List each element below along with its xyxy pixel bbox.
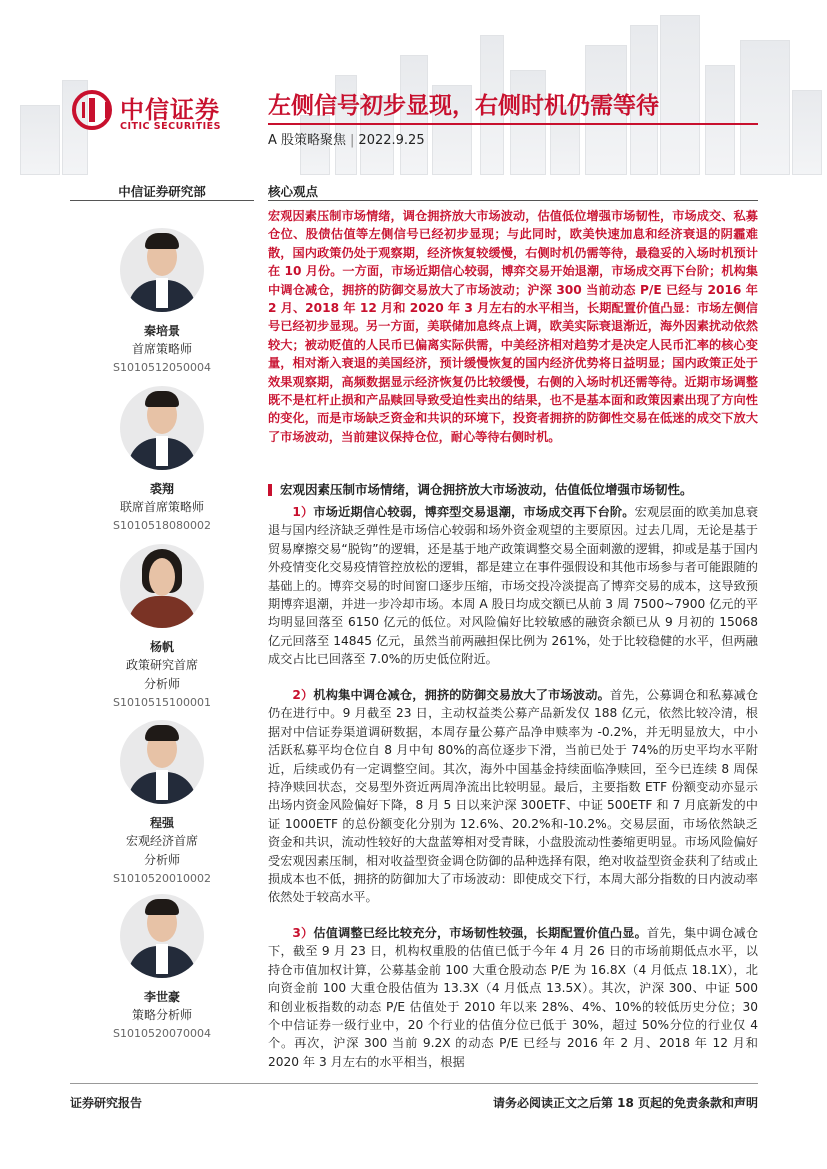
- footer-report-type: 证券研究报告: [70, 1096, 143, 1110]
- analyst-name: 秦培景: [143, 324, 180, 338]
- paragraph-3: [268, 924, 758, 1071]
- analyst-license: S1010515100001: [113, 696, 211, 709]
- sidebar-divider: [70, 200, 254, 201]
- citic-logo: [72, 90, 252, 136]
- report-series: A 股策略聚焦: [268, 133, 347, 148]
- logo-text-cn: 中信证券: [120, 96, 220, 124]
- analyst-role-cont: 分析师: [143, 853, 180, 867]
- paragraph-1: [268, 503, 758, 669]
- main-divider: [268, 200, 758, 201]
- analyst-name: 裘翔: [149, 482, 174, 496]
- section-bullet: 宏观因素压制市场情绪，调仓拥挤放大市场波动，估值低位增强市场韧性。: [268, 481, 758, 499]
- analyst-name: 程强: [149, 816, 174, 830]
- paragraph-body: 宏观层面的欧美加息衰退与国内经济缺乏弹性是市场信心较弱和场外资金观望的主要原因。过去几周，无论是基于贸易摩擦交易“脱钩”的逻辑，还是基于地产政策调整交易全面刺激的逻辑，抑或是基于国内外疫情变化交易疫情管控放松的逻辑，都是建立在事件强假设和其他市场参与者可能跟随的基础上的。博弈交易的时间窗口逐步压缩，市场交投冷淡提高了博弈交易的成本，这导致预期博弈退潮，并进一步冷却市场。本周 A 股日均成交额已从前 3 周 7500~7900 亿元的平均明显回落至 6150 亿元的低位。对风险偏好比较敏感的融资余额已从 9 月初的 15068 亿元回落至 14845 亿元，虽然当前两融担保比例为 261%，处于比较稳健的水平，但两融成交占比已回落至 7.0%的历史低位附近。: [268, 505, 759, 667]
- analyst-card: [70, 228, 254, 374]
- analyst-name: 杨帆: [149, 640, 174, 654]
- analyst-role: 首席策略师: [131, 342, 192, 356]
- research-dept-heading: 中信证券研究部: [118, 184, 206, 199]
- report-date: 2022.9.25: [358, 133, 425, 148]
- avatar: [120, 720, 204, 804]
- footer-disclaimer: 请务必阅读正文之后第 18 页起的免责条款和声明: [492, 1096, 758, 1110]
- analyst-card: [70, 386, 254, 532]
- paragraph-body: 首先，公募调仓和私募减仓仍在进行中。9 月截至 23 日，主动权益类公募产品新发仅 188 亿元，依然比较冷清，根据对中信证券渠道调研数据，本周存量公募产品净申赎率为 -0.2%，并无明显放大，中小活跃私募平均仓位自 8 月中旬 80%的高位逐步下滑，当前已处于 74%的历史平均水平附近，后续或仍有一定调整空间。其次，海外中国基金持续面临净赎回，至今已连续 8 周保持净赎回状态，交易型外资近两周净流出比较明显。最后，主要指数 ETF 份额变动亦显示出场内资金风险偏好下降，8 月 5 日以来沪深 300ETF、中证 500ETF 和 7 月底新发的中证 1000ETF 的总份额变化分别为 12.6%、20.2%和-10.2%。交易层面，市场依然缺乏资金和共识，流动性较好的大盘蓝筹相对受青睐，小盘股流动性萎缩更明显。市场风险偏好受宏观因素压制，相对收益型资金调仓防御的品种选择有限，绝对收益型资金获利了结或止损成本也不低，拥挤的防御加大了市场波动：即使成交下行，本周大部分指数的日内波动率依然处于较高水平。: [268, 688, 759, 905]
- analyst-card: [70, 544, 254, 709]
- analyst-license: S1010520070004: [113, 1027, 211, 1040]
- analyst-name: 李世豪: [143, 990, 180, 1004]
- footer-divider: [70, 1083, 758, 1084]
- paragraph-body: 首先，集中调仓减仓下，截至 9 月 23 日，机构权重股的估值已低于今年 4 月 26 日的市场前期低点水平，以持仓市值加权计算，公募基金前 100 大重仓股动态 P/E 为 16.8X（4 月低点 18.1X），北向资金前 100 大重仓股估值为 13.3X（4 月低点 13.5X）。其次，沪深 300、中证 500 和创业板指数的动态 P/E 估值处于 2010 年以来 28%、4%、10%的较低历史分位；30 个中信证券一级行业中，20 个行业的估值分位已低于 30%，超过 50%分位的行业仅 4 个。再次，沪深 300 当前 9.2X 的动态 P/E 已经与 2016 年 2 月、2018 年 12 月和 2020 年 3 月左右的水平相当，根据: [268, 926, 759, 1069]
- analyst-license: S1010512050004: [113, 361, 211, 374]
- core-view-summary: 宏观因素压制市场情绪，调仓拥挤放大市场波动，估值低位增强市场韧性，市场成交、私募仓位、股债估值等左侧信号已经初步显现；与此同时，欧美快速加息和经济衰退的阴霾难散，国内政策仍处于观察期，经济恢复较缓慢，右侧时机仍需等待，最稳妥的入场时机预计在 10 月份。一方面，市场近期信心较弱，博弈交易开始退潮，市场成交再下台阶；机构集中调仓减仓，拥挤的防御交易放大了市场波动；沪深 300 当前动态 P/E 已经与 2016 年 2 月、2018 年 12 月和 2020 年 3 月左右的水平相当，长期配置价值凸显：市场左侧信号已经初步显现。另一方面，美联储加息终点上调，欧美实际衰退渐近，海外因素扰动依然较大；被动贬值的人民币已偏离实际供需，中美经济相对趋势才是决定人民币汇率的核心变量，相对渐入衰退的美国经济，预计缓慢恢复的国内经济优势将日益明显；国内政策正处于效果观察期，高频数据显示经济恢复仍比较缓慢，右侧的入场时机还需等待。近期市场调整既不是杠杆止损和产品赎回导致受迫性卖出的结果，也不是基本面和政策因素出现了方向性的变化，而是市场缺乏资金和共识的环境下，投资者拥挤的防御性交易在低迷的成交下放大了市场波动，当前建议保持仓位，耐心等待右侧时机。: [268, 209, 758, 444]
- paragraph-lead: 机构集中调仓减仓，拥挤的防御交易放大了市场波动。: [313, 688, 610, 702]
- analyst-role: 宏观经济首席: [125, 834, 198, 848]
- paragraph-number: 1）: [292, 505, 314, 519]
- paragraph-2: [268, 686, 758, 907]
- avatar: [120, 386, 204, 470]
- logo-text-en: CITIC SECURITIES: [120, 121, 222, 132]
- analyst-role: 政策研究首席: [125, 658, 198, 672]
- avatar: [120, 894, 204, 978]
- citic-logo-icon: [72, 90, 112, 130]
- paragraph-number: 2）: [292, 688, 314, 702]
- avatar: [120, 544, 204, 628]
- paragraph-lead: 估值调整已经比较充分，市场韧性较强，长期配置价值凸显。: [313, 926, 647, 940]
- report-title: 左侧信号初步显现，右侧时机仍需等待: [268, 93, 659, 119]
- title-divider: [268, 123, 758, 125]
- core-view-heading: 核心观点: [268, 184, 319, 199]
- avatar: [120, 228, 204, 312]
- analyst-role: 联席首席策略师: [119, 500, 204, 514]
- paragraph-lead: 市场近期信心较弱，博弈型交易退潮，市场成交再下台阶。: [313, 505, 635, 519]
- analyst-license: S1010520010002: [113, 872, 211, 885]
- report-subtitle: A 股策略聚焦 | 2022.9.25: [268, 133, 425, 148]
- paragraph-number: 3）: [292, 926, 314, 940]
- analyst-role: 策略分析师: [131, 1008, 192, 1022]
- analyst-role-cont: 分析师: [143, 677, 180, 691]
- analyst-license: S1010518080002: [113, 519, 211, 532]
- analyst-card: [70, 894, 254, 1040]
- analyst-card: [70, 720, 254, 885]
